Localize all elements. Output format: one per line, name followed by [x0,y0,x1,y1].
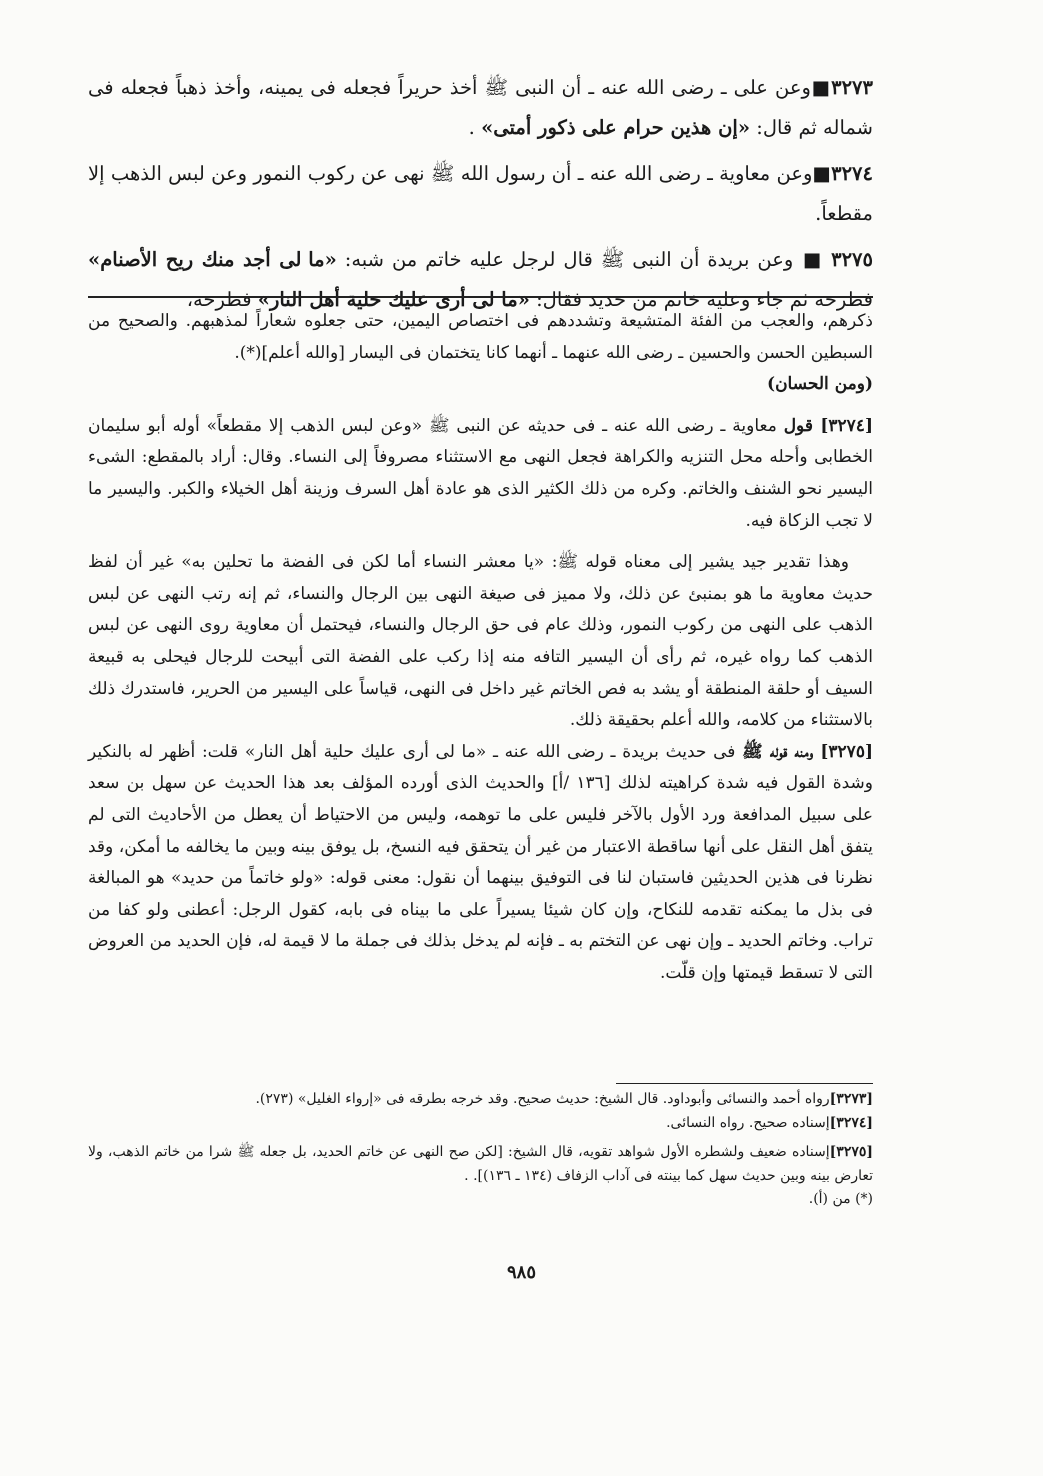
hadith-number: ٣٢٧٣ [831,76,873,99]
hadith-tail: فطرحه، [186,288,258,311]
commentary-lead: [٣٢٧٤] قول [783,415,873,436]
square-bullet-icon: ■ [812,162,832,185]
hadith-tail: . [468,116,482,139]
commentary-3274 [88,411,873,537]
hadith-text: وعن بريدة أن النبى ﷺ قال لرجل عليه خاتم من شبه: [336,248,802,271]
commentary-block [88,306,873,989]
commentary-estimate: وهذا تقدير جيد يشير إلى معناه قوله ﷺ: «يا معشر النساء أما لكن فى الفضة ما تحلين به» غير أن لفظ حديث معاوية ما هو بمنبئ عن ذلك، ولا مميز فى صيغة النهى بين الرجال والنساء، ثم إنه رتب النهى عن لبس الذهب على النهى من ركوب النمور، وذلك عام فى حق الرجال والنساء، فيحتمل أن معاوية روى النهى عن لبس الذهب كما رواه غيره، ثم رأى أن اليسير التافه منه إذا ركب على الفضة التى أبيحت للرجال فيحلى به قبيعة السيف أو حلقة المنطقة أو يشد به فص الخاتم غير داخل فى النهى، قياساً على اليسير من الحرير، فاستدرك ذلك بالاستثناء من كلامه، والله أعلم بحقيقة ذلك. [88,552,873,731]
footnote-text: إسناده صحيح. رواه النسائى. [666,1114,830,1131]
hadith-text: وعن معاوية ـ رضى الله عنه ـ أن رسول الله ﷺ نهى عن ركوب النمور وعن لبس الذهب إلا مقطعاً. [88,162,873,225]
hadith-number: ٣٢٧٤ [831,162,873,185]
footnotes [88,1088,873,1212]
hadith-quote: «ما لى أرى عليك حلية أهل النار» [257,288,530,311]
footnote-3274 [88,1112,873,1136]
footnote-tag: [٣٢٧٣] [829,1091,873,1107]
section-divider [88,296,873,298]
hadith-block [88,68,873,320]
commentary-3275 [88,737,873,990]
section-heading: (ومن الحسان) [767,374,873,395]
hadith-number: ٣٢٧٥ [831,248,873,271]
hadith-quote: «ما لى أجد منك ريح الأصنام» [88,248,337,271]
footnote-tag: [٣٢٧٥] [829,1144,873,1160]
square-bullet-icon: ■ [801,248,832,271]
footnote-3273 [88,1088,873,1112]
hadith-quote: «إن هذين حرام على ذكور أمتى» [481,116,751,139]
hadith-3274 [88,154,873,234]
footnote-tag: [٣٢٧٤] [829,1114,873,1131]
hadith-text-mid: فطرحه ثم جاء وعليه خاتم من حديد فقال: [529,288,873,311]
footnote-3275 [88,1141,873,1188]
square-bullet-icon: ■ [810,76,832,99]
page-number: ٩٨٥ [506,1262,536,1283]
hadith-text: وعن على ـ رضى الله عنه ـ أن النبى ﷺ أخذ حريراً فجعله فى يمينه، وأخذ ذهباً فجعله فى شماله ثم قال: [88,76,873,139]
commentary-text: معاوية ـ رضى الله عنه ـ فى حديثه عن النبى ﷺ «وعن لبس الذهب إلا مقطعاً» أوله أبو سليمان الخطابى وأحله محل التنزيه والكراهة فجعل النهى مع الاستثناء مصروفاً إلى النساء. وقال: أراد بالمقطع: الشىء اليسير نحو الشنف والخاتم. وكره من ذلك الكثير الذى هو عادة أهل السرف وزينة أهل الخيلاء والكبر. واليسير ما لا تجب الزكاة فيه. [88,415,873,531]
footnote-divider [616,1083,873,1084]
footnote-text: إسناده ضعيف ولشطره الأول شواهد تقويه، قال الشيخ: [لكن صح النهى عن خاتم الحديد، بل جعله ﷺ شرا من خاتم الذهب، ولا تعارض بينه وبين حديث سهل كما بينته فى آداب الزفاف (١٣٤ ـ ١٣٦)]. . [88,1144,873,1184]
commentary-lead: [٣٢٧٥] ومنه قوله ﷺ [742,741,873,762]
hadith-3273 [88,68,873,148]
footnote-text: رواه أحمد والنسائى وأبوداود. قال الشيخ: حديث صحيح. وقد خرجه بطرقه فى «إرواء الغليل» (٢٧٣). [255,1091,830,1107]
commentary-carryover: ذكرهم، والعجب من الفئة المتشيعة وتشددهم فى اختصاص اليمين، حتى جعلوه شعاراً لمذهبهم. والصحيح من السبطين الحسن والحسين ـ رضى الله عنهما ـ أنهما كانا يتختمان فى اليسار [والله أعلم](*). [88,311,873,363]
footnote-star: (*) من (أ). [808,1191,873,1207]
commentary-text: فى حديث بريدة ـ رضى الله عنه ـ «ما لى أرى عليك حلية أهل النار» قلت: أظهر له بالنكير وشدة القول فيه شدة كراهيته لذلك [١٣٦ /أ] والحديث الذى أورده المؤلف بعد هذا الحديث عن سهل بن سعد على سبيل المدافعة ورد الأول بالآخر فليس على ما توهمه، وليس من الاحتياط أن يعطل من الأحاديث التى لم يتفق أهل النقل على أنها ساقطة الاعتبار من غير أن يتحقق فيه النسخ، بل يوفق بينه وبين ما يخالفه ما أمكن، وقد نظرنا فى هذين الحديثين فاستبان لنا فى التوفيق بينهما أن نقول: معنى قوله: «ولو خاتماً من حديد» هو المبالغة فى بذل ما يمكنه تقدمه للنكاح، وإن كان شيئا يسيراً على ما بيناه فى بابه، كقول الرجل: أعطنى ولو كفا من تراب. وخاتم الحديد ـ وإن نهى عن التختم به ـ فإنه لم يدخل بذلك فى جملة ما لا قيمة له، فإن الحديد من العروض التى لا تسقط قيمتها وإن قلّت. [88,741,874,983]
